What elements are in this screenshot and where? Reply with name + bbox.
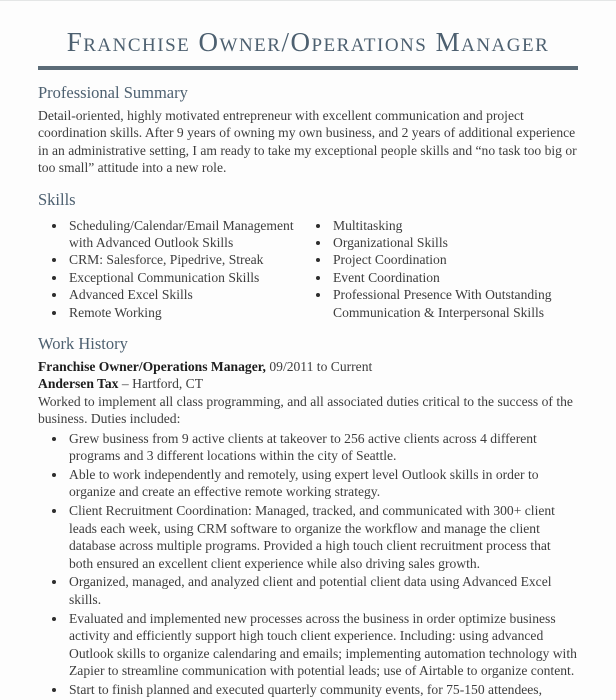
skill-item: • Event Coordination <box>331 269 578 286</box>
duty-item: • Evaluated and implemented new processes across the business in order optimize business activity and efficiently support high touch client experience. Including: using advanced Outlook skills to organize calendaring and emails; implementing automation technology with Zapier to streamline communication with potential leads; use of Airtable to organize content. <box>67 610 578 680</box>
skill-item: • Multitasking <box>331 217 578 234</box>
duty-item: • Grew business from 9 active clients at takeover to 256 active clients across 4 different programs and 3 different locations within the city of Seattle. <box>67 430 578 465</box>
company-line <box>38 375 578 392</box>
duty-item: • Start to finish planned and executed quarterly community events, for 75-150 attendees, <box>67 681 578 698</box>
duty-item: • Client Recruitment Coordination: Managed, tracked, and communicated with 300+ client leads each week, using CRM software to organize the workflow and manage the client database across multiple programs. Provided a high touch client recruitment process that both ensured an excellent client experience while also driving sales growth. <box>67 502 578 572</box>
section-heading-professional-summary: Professional Summary <box>38 83 188 102</box>
duty-item: • Able to work independently and remotely, using expert level Outlook skills in order to organize and create an effective remote working strategy. <box>67 466 578 501</box>
company-name: Andersen Tax <box>38 376 119 392</box>
section-professional-summary <box>38 83 578 177</box>
resume-title: Franchise Owner/Operations Manager <box>66 27 550 57</box>
skills-columns <box>38 214 578 321</box>
skills-column-left <box>38 217 302 321</box>
job-title: Franchise Owner/Operations Manager, <box>38 359 266 375</box>
job-description-intro: Worked to implement all class programming, and all associated duties critical to the success of the business. Duties included: <box>38 393 573 427</box>
skill-item: • Remote Working <box>67 304 302 321</box>
section-heading-skills: Skills <box>38 189 76 209</box>
skill-item: • CRM: Salesforce, Pipedrive, Streak <box>67 251 302 268</box>
skill-item: • Organizational Skills <box>331 234 578 251</box>
job-title-line <box>38 358 578 375</box>
skill-item: • Scheduling/Calendar/Email Management with Advanced Outlook Skills <box>67 217 302 252</box>
skill-item: • Advanced Excel Skills <box>67 286 302 303</box>
summary-text: Detail-oriented, highly motivated entrepreneur with excellent communication and project coordination skills. After 9 years of owning my own business, and 2 years of additional experience in an administrative setting, I am ready to take my exceptional people skills and “no task too big or too small” attitude into a new role. <box>38 108 577 176</box>
skill-item: • Exceptional Communication Skills <box>67 269 302 286</box>
company-location: – Hartford, CT <box>121 376 204 392</box>
skill-item: • Project Coordination <box>331 251 578 268</box>
job-dates: 09/2011 to Current <box>269 359 373 375</box>
section-skills <box>38 190 578 321</box>
skill-item: • Professional Presence With Outstanding Communication & Interpersonal Skills <box>331 286 578 321</box>
section-work-history <box>38 334 578 698</box>
duty-list <box>38 430 578 699</box>
title-divider <box>38 66 578 70</box>
section-heading-work-history: Work History <box>38 334 128 354</box>
duty-item: • Organized, managed, and analyzed client and potential client data using Advanced Excel skills. <box>67 573 578 608</box>
skills-column-right <box>302 217 578 321</box>
